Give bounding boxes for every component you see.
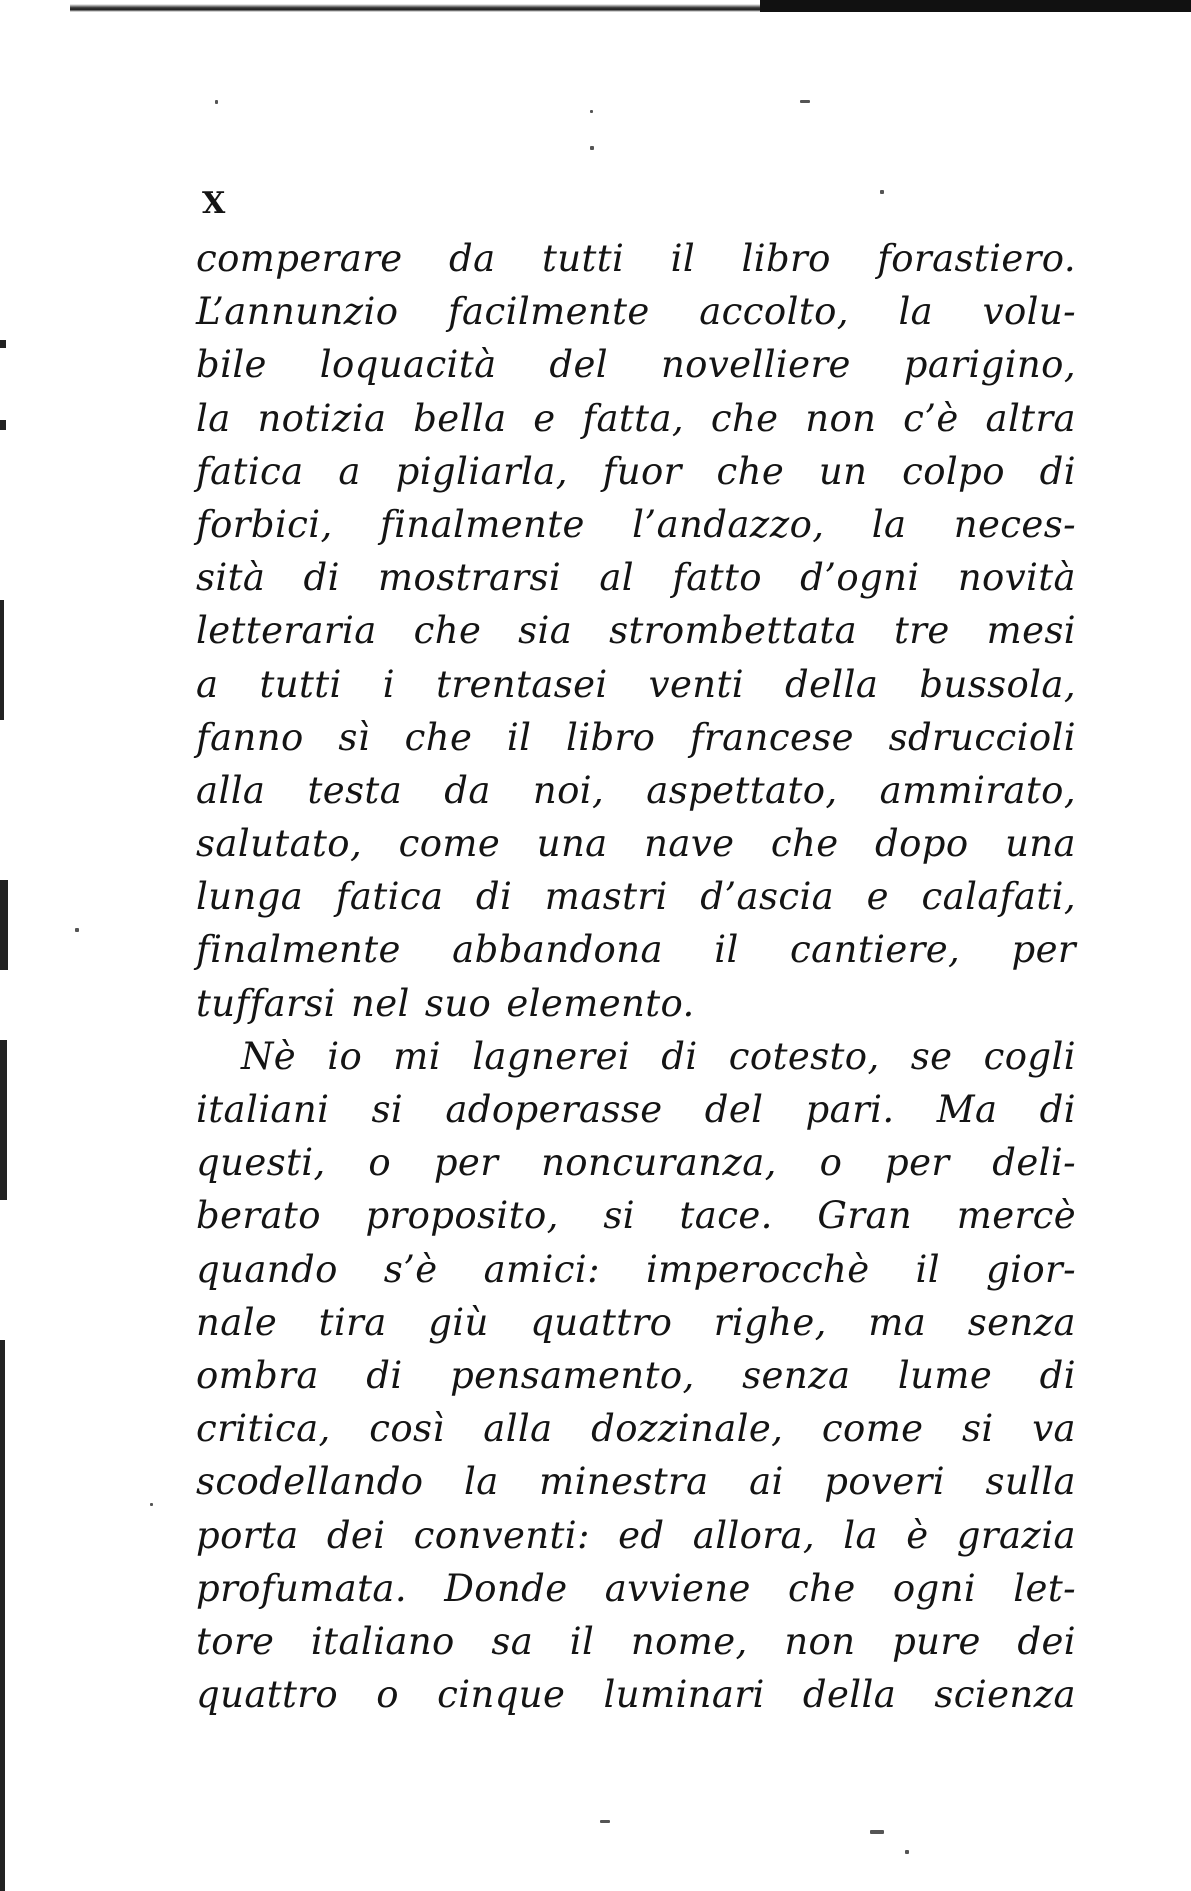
text-line: lunga fatica di mastri d’ascia e calafati, (196, 875, 1076, 919)
text-line: critica, così alla dozzinale, come si va (196, 1407, 1076, 1451)
text-line: berato proposito, si tace. Gran mercè (196, 1194, 1076, 1238)
page-number: X (202, 186, 226, 221)
text-line: profumata. Donde avviene che ogni let- (196, 1566, 1076, 1610)
left-edge-mark (0, 340, 6, 348)
print-speck (590, 110, 593, 113)
text-line: quando s’è amici: imperocchè il gior- (196, 1247, 1076, 1291)
print-speck (590, 146, 594, 150)
top-border-shadow (760, 0, 1191, 12)
print-speck (800, 100, 810, 103)
text-line: L’annunzio facilmente accolto, la volu- (196, 290, 1076, 334)
print-speck (150, 1503, 153, 1506)
text-line: forbici, finalmente l’andazzo, la neces- (196, 502, 1076, 546)
print-speck (880, 190, 884, 194)
left-edge-mark (0, 880, 8, 970)
body-text (196, 232, 1076, 1721)
print-speck (600, 1820, 610, 1823)
text-line: finalmente abbandona il cantiere, per (196, 928, 1076, 972)
text-line: scodellando la minestra ai poveri sulla (196, 1460, 1076, 1504)
text-line: letteraria che sia strombettata tre mesi (196, 609, 1076, 653)
text-line: la notizia bella e fatta, che non c’è altra (196, 396, 1076, 440)
text-line: Nè io mi lagnerei di cotesto, se cogli (241, 1034, 1076, 1078)
text-line: nale tira giù quattro righe, ma senza (196, 1300, 1076, 1344)
text-line: porta dei conventi: ed allora, la è grazia (196, 1513, 1076, 1557)
left-edge-mark (0, 600, 4, 720)
left-edge-mark (0, 420, 6, 430)
text-line: a tutti i trentasei venti della bussola, (196, 662, 1076, 706)
text-line: ombra di pensamento, senza lume di (196, 1353, 1076, 1397)
text-line: tuffarsi nel suo elemento. (196, 981, 695, 1025)
left-edge-mark (0, 1340, 5, 1891)
text-line: fatica a pigliarla, fuor che un colpo di (196, 449, 1076, 493)
print-speck (870, 1830, 884, 1834)
print-speck (215, 100, 218, 104)
left-edge-mark (0, 1040, 7, 1200)
text-line: questi, o per noncuranza, o per deli- (196, 1141, 1076, 1185)
text-line: salutato, come una nave che dopo una (196, 822, 1076, 866)
text-line: sità di mostrarsi al fatto d’ogni novità (196, 556, 1076, 600)
print-speck (75, 928, 79, 932)
text-line: comperare da tutti il libro forastiero. (196, 237, 1076, 280)
text-line: italiani si adoperasse del pari. Ma di (196, 1088, 1076, 1131)
text-line: bile loquacità del novelliere parigino, (196, 343, 1076, 387)
text-line: tore italiano sa il nome, non pure dei (196, 1619, 1076, 1663)
text-line: quattro o cinque luminari della scienza (196, 1673, 1076, 1717)
print-speck (905, 1850, 909, 1854)
text-line: alla testa da noi, aspettato, ammirato, (196, 768, 1076, 812)
text-line: fanno sì che il libro francese sdruccioli (196, 715, 1076, 759)
